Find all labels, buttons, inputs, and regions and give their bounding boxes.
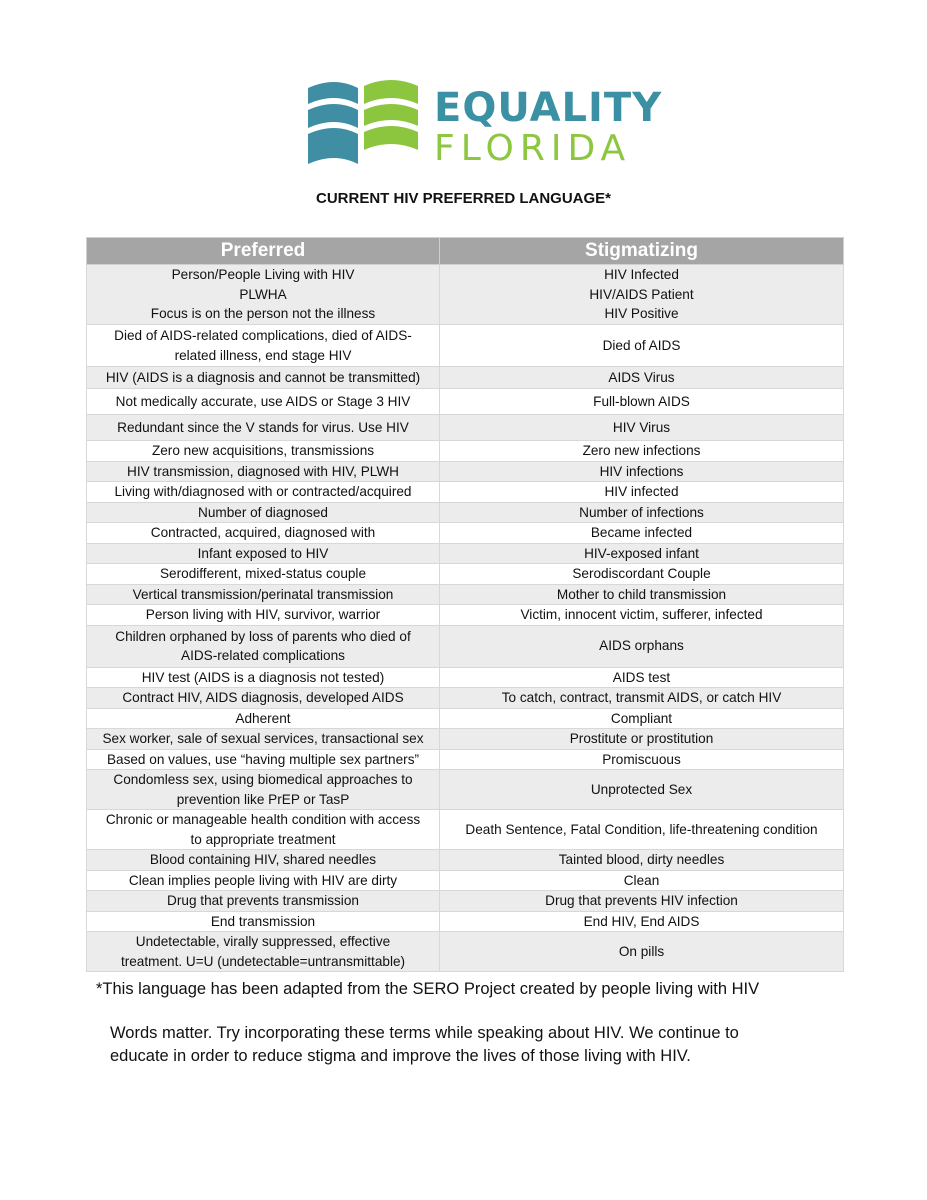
preferred-cell: [87, 265, 440, 325]
stigmatizing-cell-line: Mother to child transmission: [556, 586, 727, 602]
stigmatizing-cell-line: Drug that prevents HIV infection: [545, 893, 738, 908]
stigmatizing-cell: [440, 870, 844, 891]
logo-wordmark-line2: FLORIDA: [434, 128, 632, 169]
stigmatizing-cell: [440, 523, 844, 544]
table-row: [87, 543, 844, 564]
stigmatizing-column-header: Stigmatizing: [440, 238, 844, 265]
stigmatizing-cell: [440, 688, 844, 709]
preferred-cell-line: Drug that prevents transmission: [167, 893, 359, 908]
stigmatizing-cell-line: Serodiscordant Couple: [572, 566, 711, 581]
table-row: [87, 911, 844, 932]
preferred-cell: [87, 625, 440, 667]
stigmatizing-cell-line: HIV infected: [604, 484, 679, 499]
table-row: [87, 770, 844, 810]
stigmatizing-cell-line: HIV Virus: [612, 419, 671, 435]
preferred-cell: [87, 543, 440, 564]
preferred-column-header: Preferred: [87, 238, 440, 265]
stigmatizing-cell: [440, 850, 844, 871]
stigmatizing-cell: [440, 441, 844, 462]
preferred-cell: [87, 770, 440, 810]
stigmatizing-cell: [440, 461, 844, 482]
document-title: CURRENT HIV PREFERRED LANGUAGE*: [315, 190, 612, 207]
preferred-cell-line: End transmission: [210, 913, 316, 929]
stigmatizing-cell: [440, 729, 844, 750]
preferred-cell-line: Condomless sex, using biomedical approaches to: [113, 772, 413, 787]
stigmatizing-cell-line: Died of AIDS: [602, 337, 681, 353]
preferred-cell-line: Adherent: [235, 710, 291, 726]
preferred-cell-line: Contract HIV, AIDS diagnosis, developed AIDS: [122, 690, 404, 705]
stigmatizing-cell: [440, 932, 844, 972]
stigmatizing-cell-line: Tainted blood, dirty needles: [558, 852, 725, 867]
preferred-cell: [87, 389, 440, 415]
stigmatizing-cell-line: Compliant: [610, 710, 673, 726]
preferred-cell: [87, 367, 440, 389]
stigmatizing-cell-line: Unprotected Sex: [590, 781, 693, 797]
preferred-cell: [87, 891, 440, 912]
table-header-row: [87, 238, 844, 265]
preferred-cell-line: Serodifferent, mixed-status couple: [159, 566, 367, 581]
preferred-cell: [87, 667, 440, 688]
table-row: [87, 461, 844, 482]
stigmatizing-cell-line: Full-blown AIDS: [593, 393, 690, 409]
preferred-cell: [87, 482, 440, 503]
wave-flag-icon: [306, 76, 422, 168]
stigmatizing-cell-line: HIV infections: [599, 463, 684, 479]
preferred-cell-line: Chronic or manageable health condition with access: [105, 812, 421, 827]
stigmatizing-cell: [440, 389, 844, 415]
preferred-cell: [87, 729, 440, 750]
stigmatizing-cell-line: End HIV, End AIDS: [583, 913, 700, 929]
table-row: [87, 265, 844, 325]
preferred-cell-line: treatment. U=U (undetectable=untransmittable): [120, 953, 406, 969]
stigmatizing-cell: [440, 667, 844, 688]
stigmatizing-cell: [440, 564, 844, 585]
preferred-cell: [87, 688, 440, 709]
stigmatizing-cell-line: Victim, innocent victim, sufferer, infected: [520, 607, 763, 622]
preferred-cell-line: Contracted, acquired, diagnosed with: [150, 525, 376, 540]
preferred-cell-line: Person/People Living with HIV: [171, 267, 355, 283]
stigmatizing-cell: [440, 911, 844, 932]
preferred-cell-line: HIV test (AIDS is a diagnosis not tested): [141, 669, 385, 685]
stigmatizing-cell-line: HIV-exposed infant: [584, 545, 699, 561]
stigmatizing-cell-line: Zero new infections: [582, 443, 701, 458]
preferred-cell-line: Living with/diagnosed with or contracted/acquired: [114, 484, 412, 499]
table-row: [87, 625, 844, 667]
preferred-cell-line: Vertical transmission/perinatal transmission: [132, 586, 394, 602]
stigmatizing-cell-line: Death Sentence, Fatal Condition, life-threatening condition: [465, 821, 818, 837]
closing-statement: [110, 1022, 850, 1068]
preferred-cell-line: Children orphaned by loss of parents who died of: [115, 628, 411, 644]
preferred-cell: [87, 415, 440, 441]
preferred-cell: [87, 502, 440, 523]
stigmatizing-cell: [440, 325, 844, 367]
stigmatizing-cell-line: Clean: [623, 872, 660, 888]
stigmatizing-cell: [440, 810, 844, 850]
stigmatizing-cell: [440, 625, 844, 667]
preferred-cell-line: Infant exposed to HIV: [197, 545, 329, 561]
preferred-cell: [87, 325, 440, 367]
stigmatizing-cell-line: Prostitute or prostitution: [569, 731, 714, 746]
stigmatizing-cell-line: On pills: [618, 943, 665, 959]
stigmatizing-cell-line: HIV/AIDS Patient: [589, 286, 694, 302]
preferred-cell-line: Clean implies people living with HIV are dirty: [128, 872, 398, 888]
closing-line: Words matter. Try incorporating these terms while speaking about HIV. We continue to: [110, 1024, 739, 1042]
preferred-cell: [87, 461, 440, 482]
table-row: [87, 441, 844, 462]
preferred-cell-line: Redundant since the V stands for virus. Use HIV: [117, 419, 409, 435]
table-row: [87, 584, 844, 605]
stigmatizing-cell: [440, 749, 844, 770]
stigmatizing-cell: [440, 265, 844, 325]
preferred-cell: [87, 523, 440, 544]
stigmatizing-cell: [440, 891, 844, 912]
preferred-cell: [87, 911, 440, 932]
preferred-cell: [87, 605, 440, 626]
preferred-cell: [87, 810, 440, 850]
table-row: [87, 367, 844, 389]
stigmatizing-cell-line: AIDS orphans: [599, 638, 684, 654]
stigmatizing-cell-line: Number of infections: [579, 504, 704, 520]
stigmatizing-cell-line: Promiscuous: [602, 751, 681, 767]
preferred-cell-line: Blood containing HIV, shared needles: [149, 852, 377, 867]
preferred-cell: [87, 932, 440, 972]
stigmatizing-cell: [440, 708, 844, 729]
table-row: [87, 708, 844, 729]
table-row: [87, 389, 844, 415]
stigmatizing-cell: [440, 367, 844, 389]
preferred-cell-line: Undetectable, virally suppressed, effective: [135, 934, 391, 949]
table-row: [87, 415, 844, 441]
preferred-cell-line: Focus is on the person not the illness: [150, 306, 376, 322]
preferred-cell: [87, 584, 440, 605]
table-row: [87, 688, 844, 709]
table-row: [87, 667, 844, 688]
preferred-cell: [87, 441, 440, 462]
footnote: *This language has been adapted from the SERO Project created by people living with HIV: [96, 980, 760, 998]
preferred-cell-line: Person living with HIV, survivor, warrior: [145, 607, 381, 622]
table-row: [87, 891, 844, 912]
table-row: [87, 482, 844, 503]
logo-wordmark-line1: EQUALITY: [434, 85, 663, 131]
preferred-cell-line: to appropriate treatment: [190, 831, 336, 847]
preferred-cell-line: Sex worker, sale of sexual services, transactional sex: [102, 731, 424, 746]
table-row: [87, 729, 844, 750]
table-row: [87, 810, 844, 850]
stigmatizing-cell-line: HIV Infected: [604, 267, 679, 283]
preferred-cell-line: Based on values, use “having multiple sex partners”: [106, 751, 420, 767]
table-row: [87, 523, 844, 544]
preferred-cell-line: prevention like PrEP or TasP: [176, 791, 350, 807]
preferred-cell-line: Number of diagnosed: [198, 504, 328, 520]
table-row: [87, 932, 844, 972]
table-row: [87, 749, 844, 770]
stigmatizing-cell: [440, 543, 844, 564]
preferred-cell-line: Not medically accurate, use AIDS or Stage 3 HIV: [115, 393, 411, 409]
preferred-cell: [87, 708, 440, 729]
table-row: [87, 605, 844, 626]
preferred-cell-line: related illness, end stage HIV: [174, 347, 352, 363]
table-row: [87, 502, 844, 523]
stigmatizing-cell: [440, 415, 844, 441]
preferred-cell: [87, 870, 440, 891]
preferred-cell-line: Zero new acquisitions, transmissions: [151, 443, 375, 458]
preferred-cell-line: HIV transmission, diagnosed with HIV, PLWH: [127, 463, 399, 479]
stigmatizing-cell-line: AIDS Virus: [608, 369, 675, 385]
closing-line: educate in order to reduce stigma and improve the lives of those living with HIV.: [110, 1047, 691, 1065]
language-table: [86, 237, 844, 972]
table-row: [87, 850, 844, 871]
preferred-cell: [87, 850, 440, 871]
stigmatizing-cell: [440, 482, 844, 503]
preferred-cell: [87, 749, 440, 770]
stigmatizing-cell: [440, 584, 844, 605]
stigmatizing-cell-line: HIV Positive: [604, 306, 679, 322]
preferred-cell-line: Died of AIDS-related complications, died of AIDS-: [114, 328, 412, 343]
table-row: [87, 325, 844, 367]
stigmatizing-cell: [440, 605, 844, 626]
preferred-cell-line: HIV (AIDS is a diagnosis and cannot be transmitted): [105, 369, 421, 385]
equality-florida-logo: [306, 76, 663, 169]
table-row: [87, 564, 844, 585]
stigmatizing-cell: [440, 502, 844, 523]
stigmatizing-cell-line: AIDS test: [612, 669, 671, 685]
stigmatizing-cell: [440, 770, 844, 810]
preferred-cell-line: AIDS-related complications: [181, 648, 345, 663]
stigmatizing-cell-line: To catch, contract, transmit AIDS, or catch HIV: [501, 690, 782, 705]
preferred-cell: [87, 564, 440, 585]
stigmatizing-cell-line: Became infected: [590, 525, 693, 540]
table-row: [87, 870, 844, 891]
preferred-cell-line: PLWHA: [239, 286, 287, 302]
